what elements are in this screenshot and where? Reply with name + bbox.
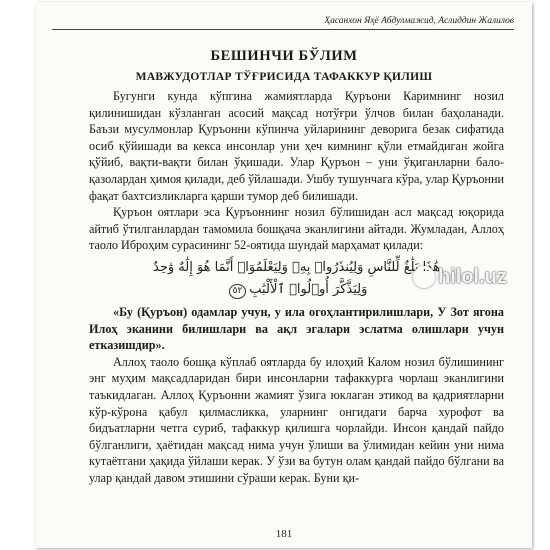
quran-verse-line-2-text: وَلِيَذَّكَّرَ أُو۟لُوا۟ ٱلْأَلْبَٰبِ	[249, 281, 368, 297]
paragraph-3: Аллоҳ таоло бошқа кўплаб оятларда бу илоҳий Калом нозил бўлишининг энг муҳим мақсадларидан бири инсонларни тафаккурга чорлаш эканлигини таъкидлаган. Аллоҳ Қуръонни жамият ўзига юклаган этикод ва қадриятларни кўр-кўрона қабул қилмасликка, уларнинг онгидаги барча хурофот ва бидъатларни четга суриб, тафаккур қилишга чорлайди. Инсон қандай пайдо бўлганлиги, ҳаётидан мақсад нима учун ўлиши ва ўлимидан кейин уни нима кутаётгани ҳақида ўйлаши керак. У ўзи ва бутун олам қандай пайдо бўлгани ва улар қандай давом этишини сўраши керак. Буни қи-	[89, 354, 504, 485]
page-number: 181	[275, 528, 293, 540]
verse-translation: «Бу (Қуръон) одамлар учун, у ила огоҳлантирилишлари, У Зот ягона Илоҳ эканини билишлари ва ақл эгалари эслатма олишлари учун етказишдир».	[89, 304, 504, 353]
paragraph-2: Қуръон оятлари эса Қуръоннинг нозил бўлишидан асл мақсад юқорида айтиб ўтилганлардан тамомила бошқача эканлигини айтади. Жумладан, Аллоҳ таоло Иброҳим сурасининг 52-оятида шундай марҳамат қилади:	[89, 205, 504, 253]
watermark	[413, 266, 521, 292]
chapter-title: БЕШИНЧИ БЎЛИМ	[210, 48, 358, 64]
watermark-logo-icon	[413, 266, 435, 288]
verse-number-badge: ٥٢	[229, 284, 247, 299]
section-title: МАВЖУДОТЛАР ТЎҒРИСИДА ТАФАККУР ҚИЛИШ	[135, 71, 433, 83]
paragraph-1: Бугунги кунда кўпгина жамиятларда Қуръони Каримнинг нозил қилинишидан кўзланган асосий мақсад нотўғри ўлчов билан баҳоланади. Баъзи мусулмонлар Қуръонни кўпинча уйларининг деворига безак сифатида осиб қўйишади ва кекса инсонлар уни ҳеч кимнинг қўли етмайдиган жойга қўйиб, вақти-вақти билан ўқишади. Улар Қуръон – уни ўқиганларни бало-қазолардан ҳимоя қилади, деб ўйлашади. Ушбу тушунчага кўра, улар Қуръонни фақат бахтсизликларга қарши тумор деб билишади.	[89, 89, 504, 203]
running-head: Ҳасанхон Яҳё Абдулмажид, Аслиддин Жалилов	[52, 16, 514, 30]
quran-verse-line-1: هَٰذَا بَلَٰغٌ لِّلنَّاسِ وَلِيُنذَرُوا۟ بِهِۦ وَلِيَعْلَمُوٓا۟ أَنَّمَا هُوَ إِلَٰهٌ وَٰحِدٌ	[153, 259, 440, 275]
watermark-text: hilol.uz	[438, 266, 507, 288]
